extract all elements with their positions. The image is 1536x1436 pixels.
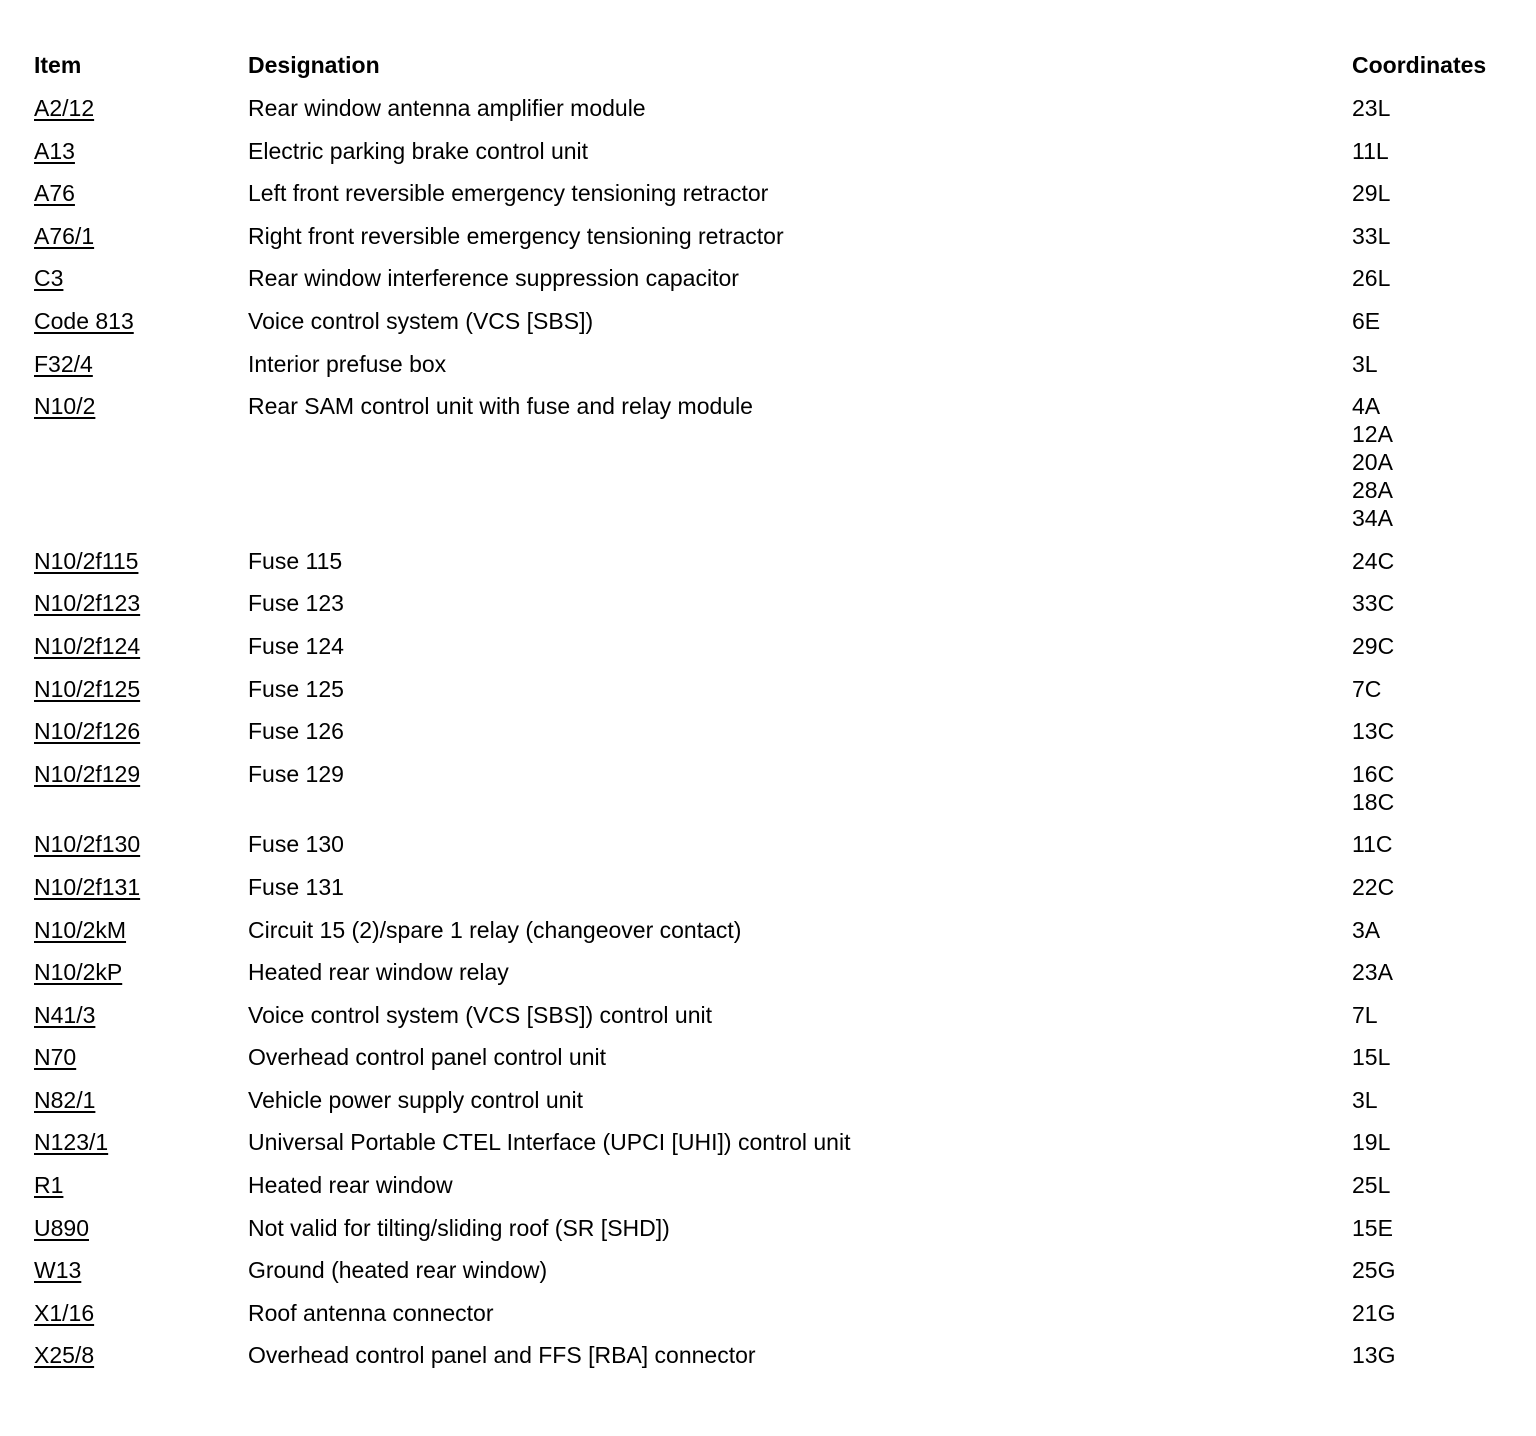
coordinate-value: 23A xyxy=(1352,959,1393,986)
item-link[interactable]: N10/2f129 xyxy=(34,760,141,787)
item-link[interactable]: N10/2kP xyxy=(34,959,123,986)
item-link[interactable]: N10/2f123 xyxy=(34,590,141,617)
coordinates-cell xyxy=(1352,1214,1536,1242)
coordinate-value: 25G xyxy=(1352,1257,1396,1284)
coordinates-cell xyxy=(1352,873,1536,901)
table-row xyxy=(0,137,1536,180)
table-row xyxy=(0,1256,1536,1299)
designation-text: Fuse 123 xyxy=(248,590,344,617)
coordinate-value: 12A xyxy=(1352,421,1393,448)
coordinates-cell xyxy=(1352,1128,1536,1156)
item-link[interactable]: X1/16 xyxy=(34,1299,95,1326)
coordinate-value: 6E xyxy=(1352,307,1381,334)
table-row xyxy=(0,675,1536,718)
coordinate-value: 26L xyxy=(1352,265,1391,292)
item-link[interactable]: N123/1 xyxy=(34,1129,109,1156)
designation-text: Fuse 131 xyxy=(248,873,344,900)
item-link[interactable]: R1 xyxy=(34,1172,64,1199)
item-link[interactable]: N10/2f115 xyxy=(34,547,139,574)
designation-text: Overhead control panel control unit xyxy=(248,1044,606,1071)
table-row xyxy=(0,589,1536,632)
designation-text: Voice control system (VCS [SBS]) xyxy=(248,307,594,334)
designation-text: Rear window antenna amplifier module xyxy=(248,95,646,121)
coordinates-cell xyxy=(1352,1341,1536,1369)
item-link[interactable]: U890 xyxy=(34,1214,89,1241)
table-row xyxy=(0,873,1536,916)
item-link[interactable]: X25/8 xyxy=(34,1342,95,1369)
designation-text: Fuse 124 xyxy=(248,632,344,659)
table-row xyxy=(0,830,1536,873)
coordinate-value: 29C xyxy=(1352,632,1395,659)
coordinate-value: 22C xyxy=(1352,873,1395,900)
table-row xyxy=(0,1001,1536,1044)
coordinates-cell xyxy=(1352,94,1536,122)
coordinate-value: 11L xyxy=(1352,137,1389,164)
item-link[interactable]: C3 xyxy=(34,265,64,292)
coordinate-value: 15E xyxy=(1352,1214,1393,1241)
coordinates-cell xyxy=(1352,1043,1536,1071)
header-coordinates: Coordinates xyxy=(1352,52,1487,78)
table-row xyxy=(0,392,1536,547)
coordinates-cell xyxy=(1352,675,1536,703)
table-row xyxy=(0,916,1536,959)
coordinate-value: 25L xyxy=(1352,1172,1391,1199)
table-row xyxy=(0,1086,1536,1129)
coordinate-value: 33L xyxy=(1352,222,1391,249)
designation-text: Vehicle power supply control unit xyxy=(248,1086,583,1113)
table-row xyxy=(0,760,1536,831)
coordinate-value: 19L xyxy=(1352,1129,1391,1156)
designation-text: Voice control system (VCS [SBS]) control unit xyxy=(248,1001,713,1028)
coordinates-cell xyxy=(1352,1171,1536,1199)
coordinates-cell xyxy=(1352,307,1536,335)
coordinate-value: 33C xyxy=(1352,590,1395,617)
coordinates-cell xyxy=(1352,1086,1536,1114)
coordinate-value: 13C xyxy=(1352,718,1395,745)
table-row xyxy=(0,1214,1536,1257)
designation-text: Not valid for tilting/sliding roof (SR [SHD]) xyxy=(248,1214,670,1241)
designation-text: Fuse 126 xyxy=(248,718,344,745)
header-item: Item xyxy=(34,52,82,78)
item-link[interactable]: N10/2 xyxy=(34,393,96,420)
table-row xyxy=(0,1299,1536,1342)
designation-text: Right front reversible emergency tensioning retractor xyxy=(248,222,784,249)
coordinates-cell xyxy=(1352,760,1536,816)
item-link[interactable]: Code 813 xyxy=(34,307,134,334)
item-link[interactable]: N10/2f130 xyxy=(34,831,141,858)
item-link[interactable]: A76/1 xyxy=(34,222,95,249)
item-link[interactable]: N10/2f124 xyxy=(34,632,141,659)
designation-text: Fuse 125 xyxy=(248,675,344,702)
item-link[interactable]: N70 xyxy=(34,1044,77,1071)
coordinates-cell xyxy=(1352,830,1536,858)
item-link[interactable]: N82/1 xyxy=(34,1086,96,1113)
coordinate-value: 20A xyxy=(1352,449,1393,476)
item-link[interactable]: N41/3 xyxy=(34,1001,96,1028)
item-link[interactable]: A13 xyxy=(34,137,75,164)
coordinate-value: 7L xyxy=(1352,1001,1378,1028)
item-link[interactable]: N10/2f125 xyxy=(34,675,141,702)
header-designation: Designation xyxy=(248,52,380,78)
coordinates-cell xyxy=(1352,137,1536,165)
coordinate-value: 29L xyxy=(1352,180,1391,207)
coordinate-value: 23L xyxy=(1352,95,1391,121)
item-link[interactable]: N10/2f126 xyxy=(34,718,141,745)
designation-text: Rear SAM control unit with fuse and relay module xyxy=(248,393,753,420)
table-row xyxy=(0,222,1536,265)
designation-text: Rear window interference suppression capacitor xyxy=(248,265,739,292)
designation-text: Fuse 130 xyxy=(248,831,344,858)
coordinate-value: 3L xyxy=(1352,1086,1378,1113)
coordinates-cell xyxy=(1352,392,1536,532)
legend-table-body xyxy=(0,94,1536,1384)
table-row xyxy=(0,179,1536,222)
item-link[interactable]: W13 xyxy=(34,1257,82,1284)
coordinate-value: 13G xyxy=(1352,1342,1396,1369)
designation-text: Circuit 15 (2)/spare 1 relay (changeover contact) xyxy=(248,916,742,943)
table-row xyxy=(0,94,1536,137)
coordinates-cell xyxy=(1352,547,1536,575)
designation-text: Electric parking brake control unit xyxy=(248,137,589,164)
coordinate-value: 4A xyxy=(1352,393,1381,420)
coordinates-cell xyxy=(1352,717,1536,745)
table-row xyxy=(0,547,1536,590)
designation-text: Fuse 115 xyxy=(248,547,343,574)
coordinate-value: 28A xyxy=(1352,477,1393,504)
table-row xyxy=(0,632,1536,675)
table-row xyxy=(0,1043,1536,1086)
table-row xyxy=(0,264,1536,307)
coordinates-cell xyxy=(1352,589,1536,617)
coordinate-value: 15L xyxy=(1352,1044,1391,1071)
table-row xyxy=(0,958,1536,1001)
coordinates-cell xyxy=(1352,632,1536,660)
item-link[interactable]: F32/4 xyxy=(34,350,93,377)
item-link[interactable]: N10/2f131 xyxy=(34,873,141,900)
coordinates-cell xyxy=(1352,350,1536,378)
coordinates-cell xyxy=(1352,916,1536,944)
coordinates-cell xyxy=(1352,1001,1536,1029)
table-row xyxy=(0,1128,1536,1171)
coordinate-value: 18C xyxy=(1352,788,1395,815)
coordinate-value: 3A xyxy=(1352,916,1381,943)
coordinates-cell xyxy=(1352,958,1536,986)
table-row xyxy=(0,1341,1536,1384)
item-link[interactable]: N10/2kM xyxy=(34,916,127,943)
coordinates-cell xyxy=(1352,1256,1536,1284)
coordinate-value: 16C xyxy=(1352,760,1395,787)
table-row xyxy=(0,307,1536,350)
coordinate-value: 3L xyxy=(1352,350,1378,377)
designation-text: Universal Portable CTEL Interface (UPCI [UHI]) control unit xyxy=(248,1129,851,1156)
item-link[interactable]: A2/12 xyxy=(34,95,95,121)
coordinate-value: 7C xyxy=(1352,675,1382,702)
coordinates-cell xyxy=(1352,222,1536,250)
coordinates-cell xyxy=(1352,179,1536,207)
coordinate-value: 21G xyxy=(1352,1299,1396,1326)
table-row xyxy=(0,350,1536,393)
designation-text: Overhead control panel and FFS [RBA] connector xyxy=(248,1342,756,1369)
designation-text: Fuse 129 xyxy=(248,760,344,787)
designation-text: Heated rear window xyxy=(248,1172,453,1199)
coordinate-value: 11C xyxy=(1352,831,1393,858)
table-row xyxy=(0,717,1536,760)
coordinate-value: 24C xyxy=(1352,547,1395,574)
coordinate-value: 34A xyxy=(1352,505,1393,532)
designation-text: Interior prefuse box xyxy=(248,350,447,377)
designation-text: Heated rear window relay xyxy=(248,959,509,986)
item-link[interactable]: A76 xyxy=(34,180,75,207)
coordinates-cell xyxy=(1352,264,1536,292)
designation-text: Roof antenna connector xyxy=(248,1299,494,1326)
designation-text: Left front reversible emergency tensioning retractor xyxy=(248,180,769,207)
coordinates-cell xyxy=(1352,1299,1536,1327)
table-row xyxy=(0,1171,1536,1214)
designation-text: Ground (heated rear window) xyxy=(248,1257,548,1284)
